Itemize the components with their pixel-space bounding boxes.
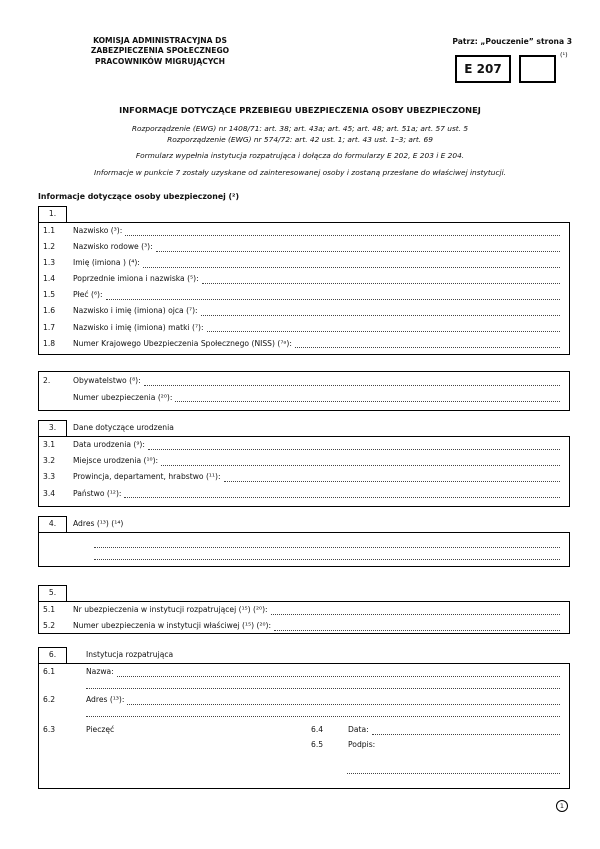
dotted-field — [106, 290, 560, 300]
dotted-field — [161, 456, 560, 466]
row-label: Nazwisko (³): — [73, 226, 123, 235]
row-label: Nazwisko i imię (imiona) ojca (⁷): — [73, 306, 198, 316]
row-1-1 — [43, 226, 560, 242]
section-2-box — [38, 371, 570, 411]
section-3-tab: 3. — [38, 420, 67, 437]
row-label: Nazwisko rodowe (³): — [73, 242, 153, 252]
row-number: 1.1 — [43, 226, 56, 235]
row-number: 6.4 — [311, 725, 324, 734]
row-label: Numer ubezpieczenia (²⁰): — [73, 392, 173, 402]
row-number: 6.5 — [311, 740, 324, 749]
dotted-field — [117, 667, 560, 677]
row-number: 1.5 — [43, 290, 56, 300]
committee-line-3: PRACOWNIKÓW MIGRUJĄCYCH — [95, 56, 225, 66]
intro-heading: Informacje dotyczące osoby ubezpieczonej (²) — [38, 192, 240, 201]
row-1-8 — [43, 339, 560, 355]
row-label: Data: — [348, 725, 369, 734]
dotted-field — [94, 536, 560, 548]
row-number: 6.2 — [43, 695, 56, 704]
section-6-tab: 6. — [38, 647, 67, 664]
row-1-2 — [43, 242, 560, 258]
section-5-tab: 5. — [38, 585, 67, 602]
row-6-2-address — [43, 695, 560, 705]
row-5-2 — [43, 621, 560, 637]
row-label: Nr ubezpieczenia w instytucji rozpatrującej (¹⁵) (²⁰): — [73, 605, 268, 614]
row-6-5-signature — [311, 740, 560, 749]
form-code-box: E 207 — [455, 55, 511, 83]
row-3-4 — [43, 489, 560, 505]
section-1-tab: 1. — [38, 206, 67, 223]
row-1-6 — [43, 306, 560, 322]
section-4-tab: 4. — [38, 516, 67, 533]
row-label: Płeć (⁶): — [73, 290, 103, 300]
dotted-field — [274, 621, 560, 631]
dotted-field — [207, 323, 560, 333]
row-3-3 — [43, 472, 560, 488]
row-number: 1.6 — [43, 306, 56, 316]
row-3-1 — [43, 440, 560, 456]
row-number: 3.4 — [43, 488, 56, 498]
signature-dotted-field — [347, 765, 560, 774]
row-number: 3.1 — [43, 440, 56, 449]
row-1-7 — [43, 323, 560, 339]
dotted-field — [156, 242, 560, 252]
row-1-4 — [43, 274, 560, 290]
dotted-field — [127, 695, 560, 705]
row-label: Miejsce urodzenia (¹⁰): — [73, 456, 159, 466]
dotted-field — [86, 708, 560, 717]
row-2-citizenship — [43, 376, 560, 393]
section-6-heading: Instytucja rozpatrująca — [86, 650, 174, 659]
section-5-box — [38, 601, 570, 634]
section-1-box — [38, 222, 570, 355]
row-number: 6.1 — [43, 667, 56, 676]
row-label: Państwo (¹²): — [73, 488, 122, 498]
dotted-field — [125, 226, 560, 236]
row-number: 1.3 — [43, 258, 56, 268]
row-number: 1.2 — [43, 242, 56, 252]
dotted-field — [144, 376, 560, 386]
dotted-field — [124, 489, 560, 499]
row-2-insurance-number — [43, 393, 560, 410]
row-1-5 — [43, 290, 560, 306]
dotted-field — [201, 306, 560, 316]
section-3-box — [38, 436, 570, 507]
committee-line-2: ZABEZPIECZENIA SPOŁECZNEGO — [90, 46, 230, 56]
row-number: 5.2 — [43, 621, 56, 630]
section-4-heading: Adres (¹³) (¹⁴) — [73, 519, 124, 528]
section-3-heading: Dane dotyczące urodzenia — [73, 423, 174, 432]
row-6-3-stamp — [43, 725, 117, 734]
row-number: 6.3 — [43, 725, 56, 734]
committee-header — [70, 36, 250, 67]
dotted-field — [372, 725, 560, 735]
dotted-field — [271, 605, 560, 615]
row-number: 1.4 — [43, 274, 56, 284]
row-label: Pieczęć — [86, 725, 115, 734]
dotted-field — [175, 393, 560, 403]
dotted-field — [86, 680, 560, 689]
row-label: Nazwa: — [86, 667, 114, 676]
regulation-line-2: Rozporządzenie (EWG) nr 574/72: art. 42 ust. 1; art. 43 ust. 1–3; art. 69 — [167, 135, 433, 144]
row-label: Data urodzenia (⁹): — [73, 440, 145, 449]
row-6-1-name — [43, 667, 560, 677]
row-label: Poprzednie imiona i nazwiska (⁵): — [73, 274, 199, 284]
row-number: 5.1 — [43, 605, 56, 614]
row-label: Obywatelstwo (⁸): — [73, 376, 141, 385]
dotted-field — [202, 274, 560, 284]
note-line-2: Informacje w punkcie 7 zostały uzyskane od zainteresowanej osoby i zostaną przesłane do właściwej instytucji. — [94, 168, 506, 177]
row-6-4-date — [311, 725, 560, 735]
row-label: Imię (imiona ) (⁴): — [73, 258, 140, 268]
row-number: 3.2 — [43, 456, 56, 466]
code-footnote: (¹) — [560, 51, 568, 59]
row-label: Prowincja, departament, hrabstwo (¹¹): — [73, 472, 221, 482]
row-3-2 — [43, 456, 560, 472]
row-label: Podpis: — [348, 740, 376, 749]
section-4-box — [38, 532, 570, 567]
dotted-field — [148, 440, 560, 450]
row-number: 3.3 — [43, 472, 56, 482]
dotted-field — [143, 258, 560, 268]
row-1-3 — [43, 258, 560, 274]
note-line-1: Formularz wypełnia instytucja rozpatrująca i dołącza do formularzy E 202, E 203 i E 204. — [135, 151, 465, 160]
page-number-badge: 1 — [556, 800, 568, 812]
row-label: Nazwisko i imię (imiona) matki (⁷): — [73, 322, 204, 332]
dotted-field — [295, 339, 560, 349]
dotted-field — [224, 472, 560, 482]
row-label: Numer Krajowego Ubezpieczenia Społecznego (NISS) (⁷ᵃ): — [73, 338, 292, 348]
row-5-1 — [43, 605, 560, 621]
dotted-field — [94, 548, 560, 560]
form-title: INFORMACJE DOTYCZĄCE PRZEBIEGU UBEZPIECZENIA OSOBY UBEZPIECZONEJ — [119, 105, 481, 115]
row-number: 1.7 — [43, 322, 56, 332]
blank-code-box — [519, 55, 556, 83]
regulation-line-1: Rozporządzenie (EWG) nr 1408/71: art. 38; art. 43a; art. 45; art. 48; art. 51a; art. 57 ust. 5 — [131, 124, 469, 133]
row-number: 1.8 — [43, 338, 56, 348]
row-label: Adres (¹³): — [86, 695, 125, 704]
row-label: Numer ubezpieczenia w instytucji właściwej (¹⁵) (²⁰): — [73, 621, 272, 630]
row-number: 2. — [43, 376, 51, 385]
committee-line-1: KOMISJA ADMINISTRACYJNA DS — [93, 36, 227, 45]
section-6-box — [38, 663, 570, 789]
see-notice-text: Patrz: „Pouczenie” strona 3 — [452, 37, 572, 46]
